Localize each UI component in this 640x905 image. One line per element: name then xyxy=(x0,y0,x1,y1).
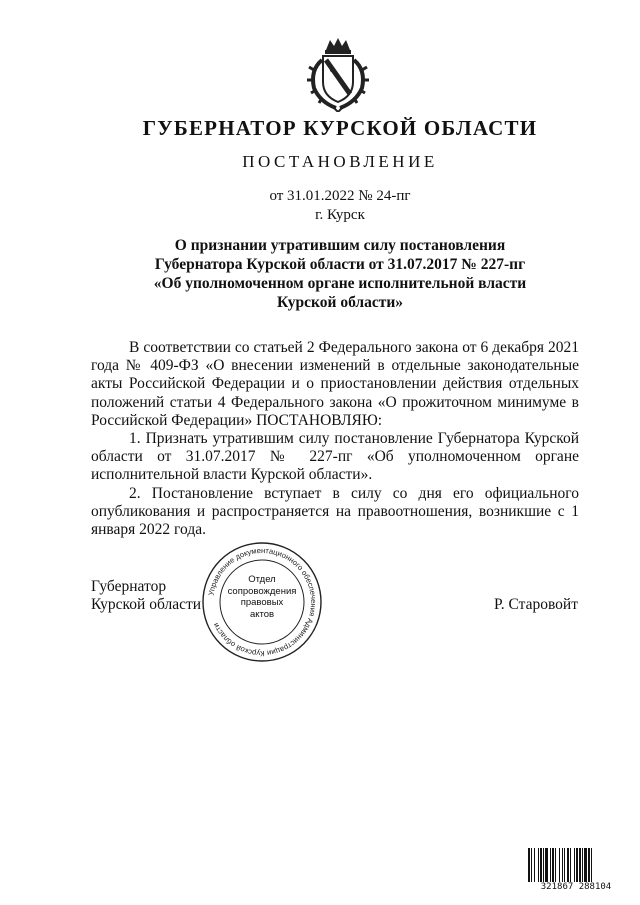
signatory-name: Р. Старовойт xyxy=(494,596,578,613)
document-city: г. Курск xyxy=(315,207,365,223)
title-line: О признании утратившим силу постановления xyxy=(174,237,506,254)
stamp-line: актов xyxy=(249,608,275,620)
stamp-ring-text: Управление документационного обеспечения Администрации Курской области xyxy=(206,545,319,659)
barcode-number: 321867 288104 xyxy=(524,882,628,892)
title-line: Курской области» xyxy=(276,294,404,311)
stamp-line: правовых xyxy=(240,597,284,608)
body-paragraph-preamble: В соответствии со статьей 2 Федерального закона от 6 декабря 2021 года № 409-ФЗ «О внесении изменений в отдельные законодательные акты Российской Федерации и о приостановлении действия отдельных положений статьи 4 Федерального закона «О прожиточном минимуме в Российской Федерации» ПОСТАНОВЛЯЮ: xyxy=(91,339,579,429)
stamp-line: Отдел xyxy=(248,574,276,585)
coat-of-arms-icon xyxy=(306,36,370,112)
authority-heading: ГУБЕРНАТОР КУРСКОЙ ОБЛАСТИ xyxy=(142,116,538,140)
stamp-line: сопровождения xyxy=(227,585,297,597)
document-body xyxy=(91,339,579,539)
signatory-position-line: Губернатор xyxy=(91,578,167,595)
signatory-position xyxy=(91,578,201,614)
document-type: ПОСТАНОВЛЕНИЕ xyxy=(242,152,438,171)
document-title xyxy=(120,236,560,312)
stamp-center-text xyxy=(200,574,324,620)
body-paragraph-item-1: 1. Признать утратившим силу постановление Губернатора Курской области от 31.07.2017 № 227-пг «Об уполномоченном органе исполнительной власти Курской области». xyxy=(91,430,579,484)
title-line: Губернатора Курской области от 31.07.2017 № 227-пг xyxy=(154,256,526,273)
document-date-number: от 31.01.2022 № 24-пг xyxy=(269,188,411,204)
title-line: «Об уполномоченном органе исполнительной власти xyxy=(153,275,527,292)
signatory-position-line: Курской области xyxy=(91,596,202,614)
body-paragraph-item-2: 2. Постановление вступает в силу со дня его официального опубликования и распространяется на правоотношения, возникшие с 1 января 2022 года. xyxy=(91,484,579,539)
